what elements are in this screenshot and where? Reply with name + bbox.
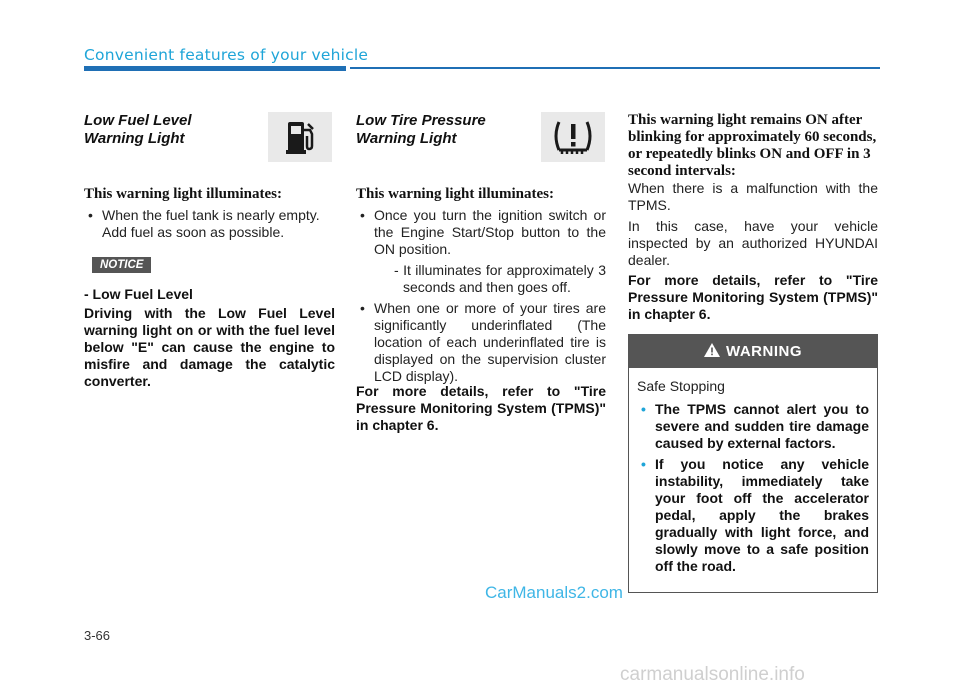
notice-title: - Low Fuel Level [84, 286, 193, 302]
list-item: • If you notice any vehicle instability, immediately take your foot off the accelerator pedal, apply the brakes gradually with light force, and slowly move to a safe position off the road. [637, 456, 869, 575]
warning-body [629, 368, 877, 575]
blink-heading: This warning light remains ON after blinking for approximately 60 seconds, or repeatedly blinks ON and OFF in 3 second intervals: [628, 112, 877, 179]
warning-label: WARNING [726, 343, 802, 360]
low-tire-illuminates-heading: This warning light illuminates: [356, 186, 554, 202]
warning-box [628, 334, 878, 593]
notice-badge: NOTICE [92, 257, 151, 273]
low-tire-title [356, 112, 486, 148]
list-item [356, 300, 606, 385]
low-tire-bullet2: • When one or more of your tires are significantly underinflated (The location of each underinflated tire is displayed on the supervision cluster LCD display). [374, 300, 606, 384]
low-fuel-title [84, 112, 192, 148]
low-fuel-bullet-line2: Add fuel as soon as possible. [102, 224, 285, 240]
list-item [356, 207, 606, 296]
low-fuel-bullets [84, 207, 336, 245]
page-number: 3-66 [84, 628, 111, 643]
low-tire-details: For more details, refer to "Tire Pressure Monitoring System (TPMS)" in chapter 6. [356, 383, 606, 433]
low-tire-title-line1: Low Tire Pressure [356, 112, 486, 129]
low-tire-bullets [356, 207, 606, 389]
malfunction-text: When there is a malfunction with the TPMS. [628, 180, 878, 213]
inspect-text: In this case, have your vehicle inspected by an authorized HYUNDAI dealer. [628, 218, 878, 268]
footer-watermark: carmanualsonline.info [620, 664, 805, 685]
warning-subtitle: Safe Stopping [637, 378, 725, 394]
low-tire-bullet1-sub: - It illuminates for approximately 3 seconds and then goes off. [394, 262, 606, 295]
section-header-title: Convenient features of your vehicle [84, 46, 369, 64]
header-rule [350, 67, 880, 69]
low-fuel-illuminates-heading: This warning light illuminates: [84, 186, 282, 202]
list-item [84, 207, 336, 241]
low-fuel-title-line2: Warning Light [84, 130, 185, 147]
low-tire-bullet1: • Once you turn the ignition switch or the Engine Start/Stop button to the ON position. [374, 207, 606, 257]
notice-text: Driving with the Low Fuel Level warning light on or with the fuel level below "E" can cause the engine to misfire and damage the catalytic converter. [84, 305, 335, 389]
site-watermark: CarManuals2.com [485, 583, 623, 602]
low-tire-title-line2: Warning Light [356, 130, 457, 147]
warning-triangle-icon [704, 336, 720, 369]
low-fuel-title-line1: Low Fuel Level [84, 112, 192, 129]
tpms-details: For more details, refer to "Tire Pressure Monitoring System (TPMS)" in chapter 6. [628, 272, 878, 322]
tire-pressure-icon [541, 112, 605, 162]
warning-header [629, 335, 877, 368]
list-item: • The TPMS cannot alert you to severe and sudden tire damage caused by external factors. [637, 401, 869, 452]
low-fuel-bullet-line1: • When the fuel tank is nearly empty. [102, 207, 320, 223]
header-rule-accent [84, 66, 346, 71]
fuel-pump-icon [268, 112, 332, 162]
